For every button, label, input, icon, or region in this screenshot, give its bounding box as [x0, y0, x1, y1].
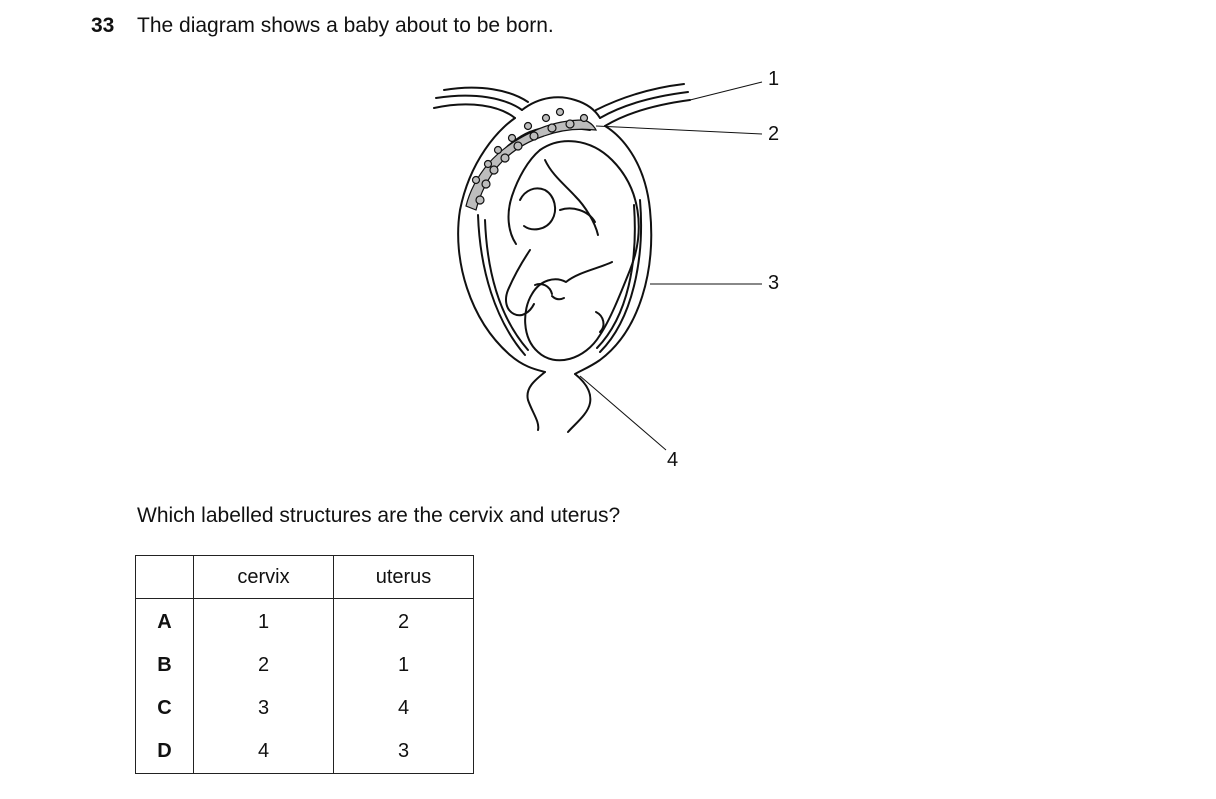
uterus-outer-wall — [458, 97, 651, 374]
baby-outline — [525, 141, 639, 360]
option-letter: A — [136, 599, 194, 645]
answer-table — [135, 555, 474, 774]
uterus-cell: 2 — [334, 599, 474, 645]
question-number: 33 — [91, 14, 115, 37]
option-letter: D — [136, 730, 194, 774]
question-stem: The diagram shows a baby about to be born. — [137, 14, 554, 37]
diagram-label-4: 4 — [667, 449, 679, 471]
header-cervix: cervix — [194, 556, 334, 599]
leader-line-1 — [690, 82, 762, 100]
cervix-cell: 2 — [194, 644, 334, 687]
table-row[interactable] — [136, 599, 474, 645]
leader-line-2 — [596, 126, 762, 134]
cervix-cell: 3 — [194, 687, 334, 730]
uterus-cell: 3 — [334, 730, 474, 774]
birth-diagram — [400, 60, 820, 480]
diagram-label-2: 2 — [768, 123, 780, 145]
diagram-label-3: 3 — [768, 272, 780, 294]
table-header-row — [136, 556, 474, 599]
leader-line-4 — [580, 376, 666, 450]
diagram-label-1: 1 — [768, 68, 780, 90]
header-uterus: uterus — [334, 556, 474, 599]
option-letter: B — [136, 644, 194, 687]
header-option — [136, 556, 194, 599]
table-row[interactable] — [136, 730, 474, 774]
right-oviduct — [605, 100, 690, 126]
question-prompt: Which labelled structures are the cervix and uterus? — [137, 504, 621, 527]
uterus-cell: 4 — [334, 687, 474, 730]
option-letter: C — [136, 687, 194, 730]
table-row[interactable] — [136, 687, 474, 730]
uterus-cell: 1 — [334, 644, 474, 687]
left-oviduct — [434, 104, 515, 118]
cervix-vagina — [527, 372, 590, 432]
table-row[interactable] — [136, 644, 474, 687]
cervix-cell: 4 — [194, 730, 334, 774]
cervix-cell: 1 — [194, 599, 334, 645]
